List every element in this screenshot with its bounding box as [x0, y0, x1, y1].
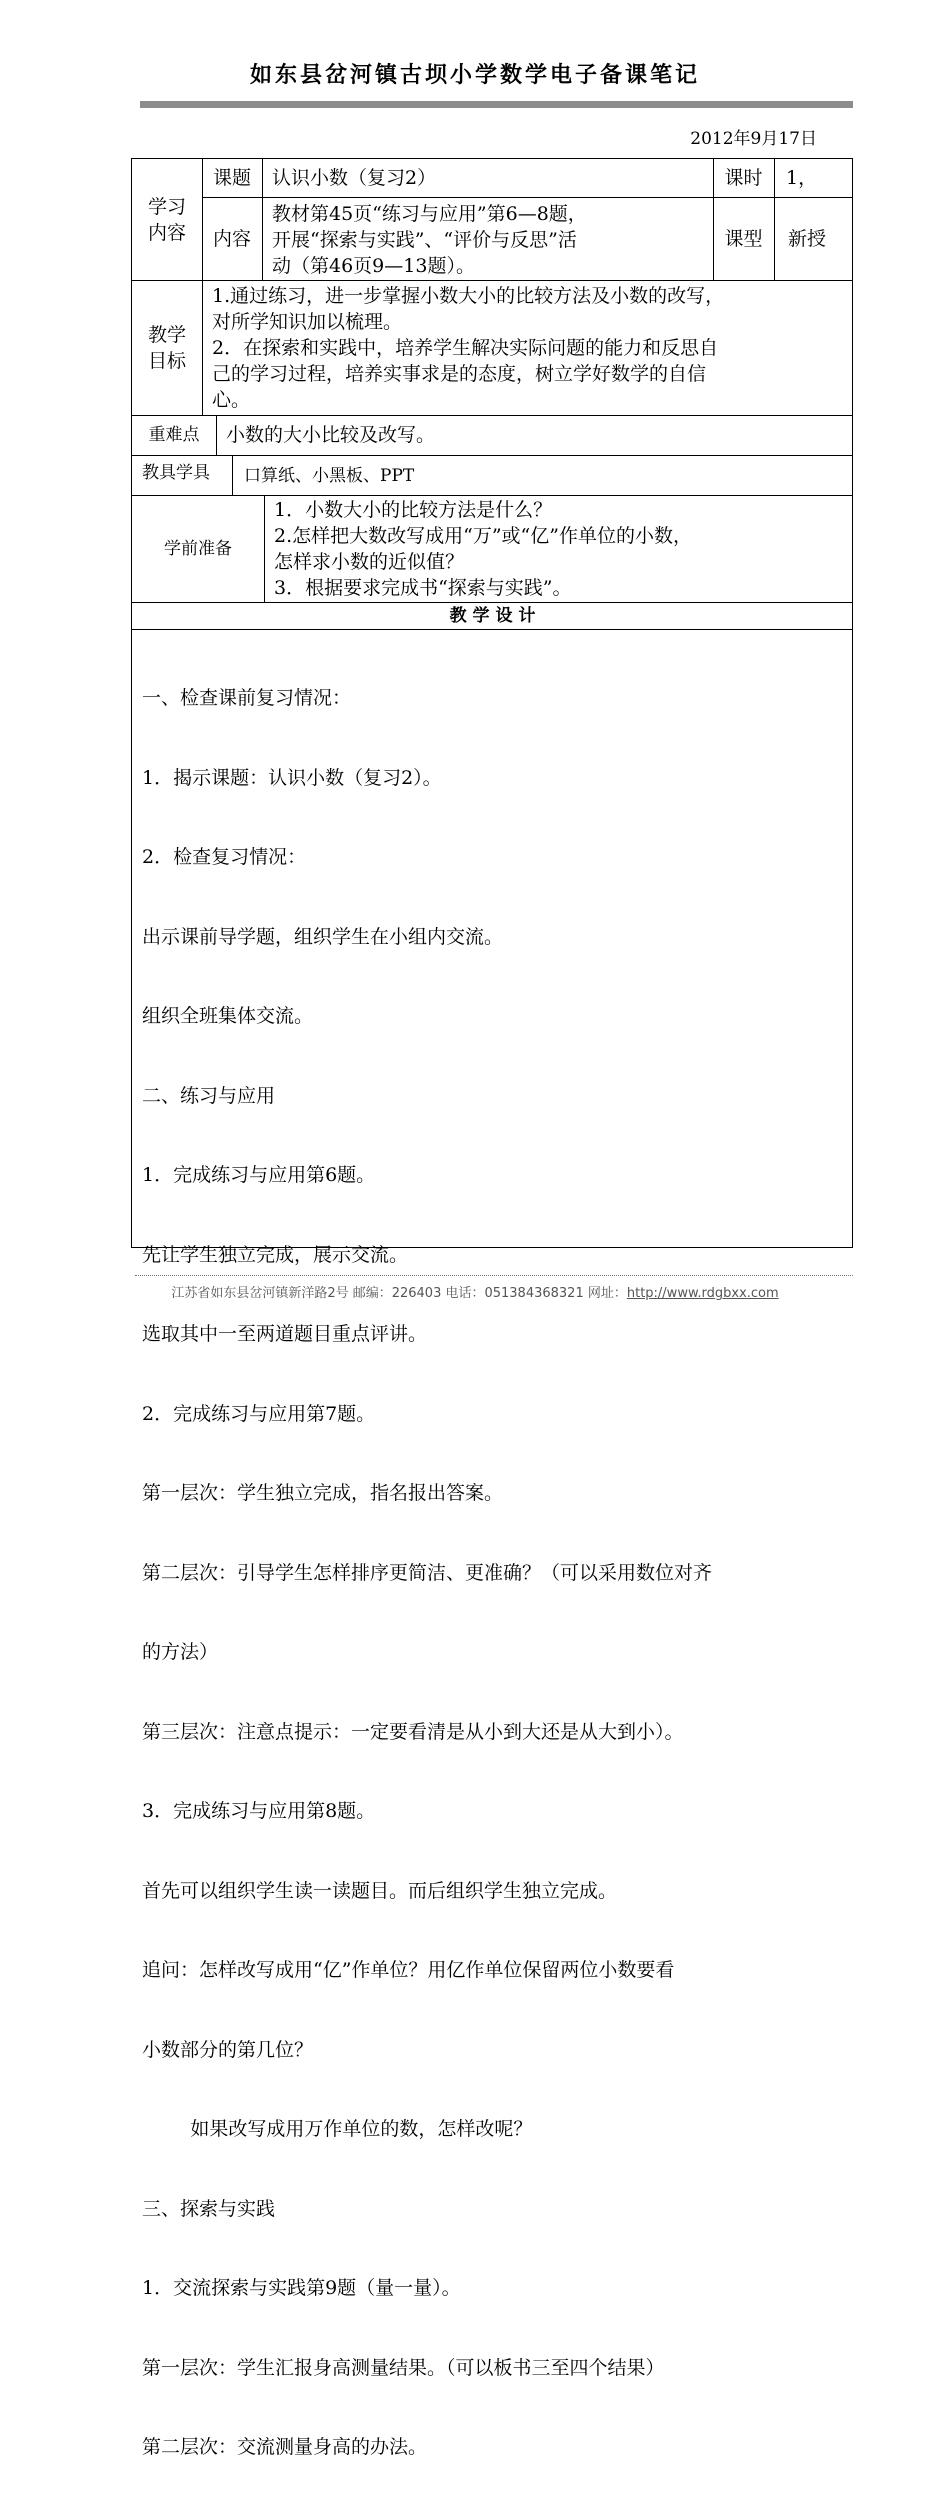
footer-rule [135, 1275, 853, 1276]
goals-divider [202, 280, 203, 415]
header-rule [140, 101, 853, 108]
design-line: 第二层次：引导学生怎样排序更简洁、更准确？（可以采用数位对齐 [142, 1561, 713, 1584]
design-line: 三、探索与实践 [142, 2197, 276, 2220]
content-line: 教材第45页“练习与应用”第6—8题， [272, 203, 587, 225]
content-line: 动（第46页9—13题）。 [272, 255, 475, 277]
period-value: 1， [786, 167, 818, 189]
goals-line: 1.通过练习，进一步掌握小数大小的比较方法及小数的改写， [212, 285, 725, 307]
design-line: 1．完成练习与应用第6题。 [142, 1164, 376, 1186]
design-line: 1．揭示课题：认识小数（复习2）。 [142, 766, 442, 789]
design-line: 首先可以组织学生读一读题目。而后组织学生独立完成。 [142, 1879, 618, 1902]
design-line: 的方法） [142, 1641, 219, 1663]
design-line: 一、检查课前复习情况： [142, 687, 352, 709]
design-line: 1．交流探索与实践第9题（量一量）。 [142, 2277, 461, 2299]
study-content-label [132, 159, 202, 280]
tools-value: 口算纸、小黑板、PPT [244, 466, 415, 486]
prep-line: 3．根据要求完成书“探索与实践”。 [274, 577, 572, 599]
type-value: 新授 [787, 227, 826, 250]
prep-text [274, 497, 852, 601]
study-content-label-line: 内容 [147, 221, 186, 244]
design-line: 3．完成练习与应用第8题。 [142, 1800, 376, 1822]
footer [0, 1282, 950, 1301]
key-points-value: 小数的大小比较及改写。 [226, 424, 436, 446]
goals-line: 对所学知识加以梳理。 [212, 311, 403, 333]
row-divider-content [132, 280, 853, 281]
lesson-date: 2012年9月17日 [690, 129, 817, 149]
tools-label: 教具学具 [142, 463, 210, 483]
footer-url-link[interactable]: http://www.rdgbxx.com [626, 1286, 779, 1301]
design-header: 教 学 设 计 [449, 605, 536, 626]
design-line: 组织全班集体交流。 [142, 1005, 314, 1027]
goals-line: 2．在探索和实践中，培养学生解决实际问题的能力和反思自 [212, 337, 719, 359]
content-text [272, 201, 712, 279]
prep-line: 怎样求小数的近似值？ [274, 551, 465, 573]
study-content-label-line: 学习 [147, 195, 186, 218]
content-line: 开展“探索与实践”、“评价与反思”活 [272, 229, 577, 251]
prep-divider [264, 495, 265, 602]
design-body [142, 632, 850, 2514]
goals-label-line: 教学 [147, 323, 186, 346]
design-line: 二、练习与应用 [142, 1084, 276, 1107]
prep-line: 1．小数大小的比较方法是什么？ [274, 499, 553, 521]
design-line: 先让学生独立完成，展示交流。 [142, 1243, 409, 1266]
goals-line: 心。 [212, 389, 251, 411]
design-line: 第二层次：交流测量身高的办法。 [142, 2436, 428, 2458]
keypoints-divider [216, 415, 217, 455]
row-divider-design [132, 629, 853, 630]
design-line: 第三层次：注意点提示：一定要看清是从小到大还是从大到小）。 [142, 1720, 684, 1743]
design-line: 如果改写成用万作单位的数，怎样改呢？ [142, 2118, 533, 2140]
topic-value: 认识小数（复习2） [272, 167, 437, 189]
design-line: 第一层次：学生独立完成，指名报出答案。 [142, 1482, 504, 1504]
design-line: 2．完成练习与应用第7题。 [142, 1402, 376, 1425]
goals-label [132, 280, 202, 415]
design-line: 出示课前导学题，组织学生在小组内交流。 [142, 925, 504, 948]
goals-text [212, 283, 852, 413]
type-label: 课型 [724, 227, 763, 250]
design-line: 小数部分的第几位？ [142, 2038, 314, 2061]
prep-line: 2.怎样把大数改写成用“万”或“亿”作单位的小数， [274, 525, 692, 547]
design-line: 追问：怎样改写成用“亿”作单位？用亿作单位保留两位小数要看 [142, 1959, 675, 1981]
period-label: 课时 [724, 167, 763, 189]
content-label: 内容 [212, 227, 251, 250]
tools-divider [232, 455, 233, 495]
design-line: 2．检查复习情况： [142, 846, 307, 868]
footer-contact: 江苏省如东县岔河镇新洋路2号 邮编：226403 电话：051384368321 网址： [171, 1286, 627, 1301]
row-divider-goals [132, 415, 853, 416]
row-divider-keypoints [132, 455, 853, 456]
goals-label-line: 目标 [147, 349, 186, 372]
topic-label: 课题 [212, 167, 251, 189]
page-title: 如东县岔河镇古坝小学数学电子备课笔记 [249, 62, 700, 88]
design-line: 第一层次：学生汇报身高测量结果。（可以板书三至四个结果） [142, 2356, 665, 2379]
design-line: 选取其中一至两道题目重点评讲。 [142, 1323, 428, 1345]
goals-line: 己的学习过程，培养实事求是的态度，树立学好数学的自信 [212, 363, 707, 385]
prep-label: 学前准备 [164, 538, 232, 559]
key-points-label: 重难点 [148, 425, 200, 445]
col-divider-2 [262, 159, 263, 280]
